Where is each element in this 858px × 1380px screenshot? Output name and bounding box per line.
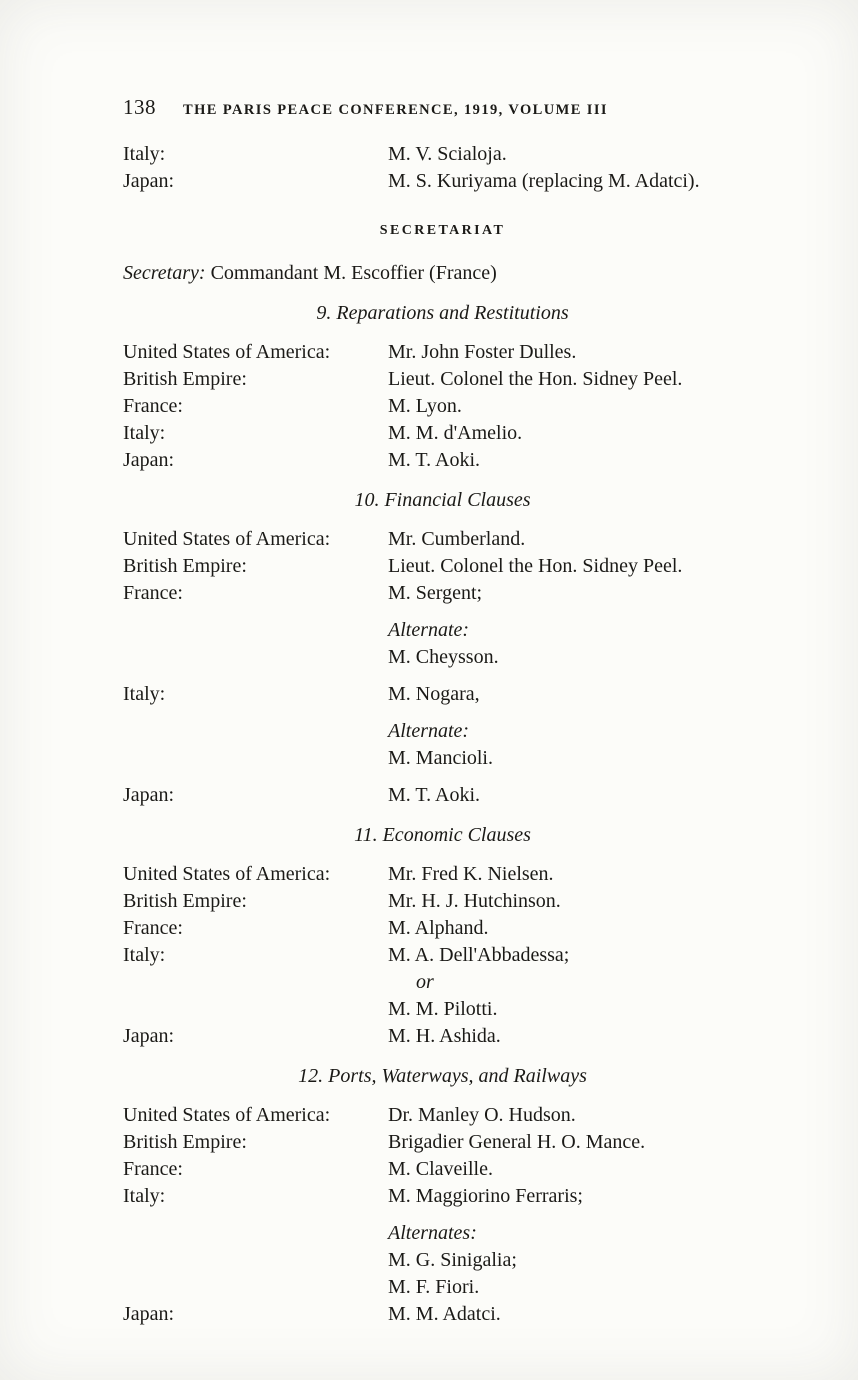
country-label: Japan: [123,784,175,806]
country-label: Italy: [123,1185,166,1207]
delegation-row [123,888,762,915]
delegation-row [123,681,762,708]
secretary-name: Commandant M. Escoffier (France) [210,262,497,284]
delegate-name: M. T. Aoki. [388,784,481,806]
section-heading: 12. Ports, Waterways, and Railways [298,1065,587,1087]
delegation-row [123,553,762,580]
or-label: or [416,971,434,993]
delegate-name: M. M. d'Amelio. [388,422,523,444]
delegation-row [123,1023,762,1050]
delegate-name: M. M. Adatci. [388,1303,501,1325]
delegate-name: Brigadier General H. O. Mance. [388,1131,646,1153]
delegate-name: Lieut. Colonel the Hon. Sidney Peel. [388,555,683,577]
delegation-row [123,942,762,969]
delegation-row [123,1129,762,1156]
delegation-row [123,1183,762,1210]
delegate-name: Lieut. Colonel the Hon. Sidney Peel. [388,368,683,390]
country-label: British Empire: [123,890,247,912]
section-heading: 10. Financial Clauses [354,489,531,511]
delegation-row [123,644,762,671]
delegate-name: M. T. Aoki. [388,449,481,471]
delegation-row [123,1247,762,1274]
delegation-row [123,141,762,168]
delegate-name: Dr. Manley O. Hudson. [388,1104,576,1126]
country-label: Italy: [123,143,166,165]
alternate-label: Alternate: [388,720,470,742]
section-heading: 11. Economic Clauses [354,824,531,846]
country-label [123,617,388,644]
country-label: France: [123,395,183,417]
country-label [123,1220,388,1247]
country-label: United States of America: [123,863,331,885]
delegate-name: Mr. John Foster Dulles. [388,341,577,363]
delegation-row [123,168,762,195]
secretary-label: Secretary: [123,262,206,284]
delegation-row [123,393,762,420]
country-label [123,745,388,772]
delegation-row [123,420,762,447]
country-label [123,718,388,745]
country-label: Italy: [123,944,166,966]
country-label: France: [123,917,183,939]
page-number: 138 [123,95,156,119]
country-label: United States of America: [123,1104,331,1126]
country-label [123,1247,388,1274]
delegation-row [123,580,762,607]
country-label: Japan: [123,1303,175,1325]
delegation-row [123,1301,762,1328]
delegation-row [123,861,762,888]
country-label: Italy: [123,422,166,444]
country-label: British Empire: [123,555,247,577]
country-label: Italy: [123,683,166,705]
delegation-row [123,782,762,809]
delegation-row [123,1220,762,1247]
secretary-line [123,260,762,287]
delegate-name: M. Mancioli. [388,747,493,769]
delegation-row [123,526,762,553]
delegate-name: M. S. Kuriyama (replacing M. Adatci). [388,170,700,192]
delegation-row [123,915,762,942]
running-title: THE PARIS PEACE CONFERENCE, 1919, VOLUME III [183,102,608,118]
delegate-name: M. A. Dell'Abbadessa; [388,944,570,966]
delegation-row [123,617,762,644]
delegate-name: M. Maggiorino Ferraris; [388,1185,583,1207]
running-head [123,94,762,124]
delegation-row [123,718,762,745]
delegate-name: M. V. Scialoja. [388,143,507,165]
delegation-row [123,447,762,474]
delegate-name: M. Claveille. [388,1158,493,1180]
alternates-label: Alternates: [388,1222,477,1244]
delegate-name: M. G. Sinigalia; [388,1249,517,1271]
delegation-row [123,1274,762,1301]
country-label [123,1274,388,1301]
country-label: France: [123,1158,183,1180]
country-label: France: [123,582,183,604]
delegation-row [123,969,762,996]
delegate-name: M. Sergent; [388,582,483,604]
country-label [123,644,388,671]
delegation-row [123,1102,762,1129]
delegation-row [123,339,762,366]
alternate-label: Alternate: [388,619,470,641]
delegate-name: M. M. Pilotti. [388,998,498,1020]
delegate-name: M. H. Ashida. [388,1025,501,1047]
delegate-name: M. F. Fiori. [388,1276,480,1298]
country-label: Japan: [123,1025,175,1047]
country-label: British Empire: [123,368,247,390]
country-label: British Empire: [123,1131,247,1153]
country-label [123,996,388,1023]
country-label [123,969,388,996]
delegate-name: M. Alphand. [388,917,489,939]
delegation-row [123,366,762,393]
country-label: United States of America: [123,341,331,363]
delegate-name: Mr. Cumberland. [388,528,526,550]
country-label: United States of America: [123,528,331,550]
section-heading: 9. Reparations and Restitutions [316,302,569,324]
delegate-name: Mr. H. J. Hutchinson. [388,890,561,912]
country-label: Japan: [123,170,175,192]
delegation-row [123,996,762,1023]
secretariat-heading: SECRETARIAT [379,223,506,238]
delegation-row [123,745,762,772]
delegation-row [123,1156,762,1183]
delegate-name: M. Nogara, [388,683,480,705]
delegate-name: M. Cheysson. [388,646,499,668]
country-label: Japan: [123,449,175,471]
delegate-name: Mr. Fred K. Nielsen. [388,863,554,885]
delegate-name: M. Lyon. [388,395,462,417]
